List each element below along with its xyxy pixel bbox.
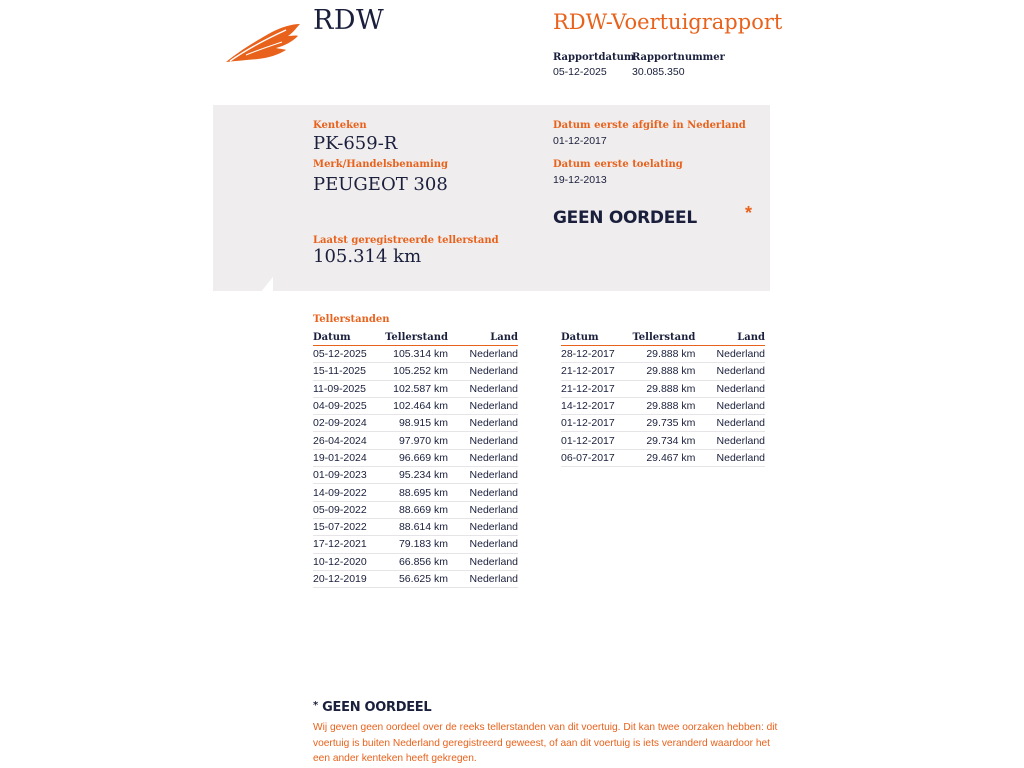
row-country: Nederland: [695, 380, 765, 397]
row-date: 15-11-2025: [313, 363, 383, 380]
row-reading: 88.669 km: [383, 501, 448, 518]
row-country: Nederland: [448, 484, 518, 501]
table-row: [313, 432, 518, 449]
table-row: [561, 397, 765, 414]
rdw-feather-logo-icon: [224, 20, 304, 66]
table-row: [313, 518, 518, 535]
col-reading: Tellerstand: [383, 330, 448, 346]
row-country: Nederland: [695, 415, 765, 432]
table-row: [561, 363, 765, 380]
verdict-asterisk: *: [745, 203, 753, 223]
row-country: Nederland: [448, 363, 518, 380]
row-reading: 29.467 km: [630, 449, 695, 466]
row-reading: 29.888 km: [630, 397, 695, 414]
row-reading: 97.970 km: [383, 432, 448, 449]
row-country: Nederland: [695, 432, 765, 449]
row-date: 05-09-2022: [313, 501, 383, 518]
table-row: [313, 467, 518, 484]
row-country: Nederland: [448, 553, 518, 570]
row-reading: 56.625 km: [383, 570, 448, 587]
report-number: 30.085.350: [632, 66, 685, 78]
row-date: 17-12-2021: [313, 536, 383, 553]
col-reading: Tellerstand: [630, 330, 695, 346]
row-country: Nederland: [448, 570, 518, 587]
brand-name: RDW: [313, 5, 385, 36]
row-country: Nederland: [695, 449, 765, 466]
row-country: Nederland: [695, 346, 765, 363]
row-reading: 29.735 km: [630, 415, 695, 432]
row-date: 11-09-2025: [313, 380, 383, 397]
row-country: Nederland: [448, 467, 518, 484]
table-row: [313, 484, 518, 501]
table-row: [313, 536, 518, 553]
row-reading: 79.183 km: [383, 536, 448, 553]
first-admission-value: 19-12-2013: [553, 174, 607, 186]
report-date-label: Rapportdatum: [553, 52, 635, 63]
table-row: [313, 553, 518, 570]
table-row: [561, 415, 765, 432]
footnote-text: Wij geven geen oordeel over de reeks tellerstanden van dit voertuig. Dit kan twee oorzaken hebben: dit voertuig is buiten Nederland geregistreerd geweest, of aan dit voertuig is iets veranderd waardoor het een ander kenteken heeft gekregen.: [313, 722, 778, 764]
row-country: Nederland: [448, 415, 518, 432]
plate-value: PK-659-R: [313, 133, 398, 154]
row-date: 21-12-2017: [561, 363, 630, 380]
table-row: [313, 570, 518, 587]
report-number-label: Rapportnummer: [632, 52, 725, 63]
row-date: 06-07-2017: [561, 449, 630, 466]
row-country: Nederland: [448, 536, 518, 553]
row-reading: 29.888 km: [630, 346, 695, 363]
row-country: Nederland: [448, 518, 518, 535]
col-date: Datum: [313, 330, 383, 346]
vehicle-summary-panel: [213, 105, 770, 291]
footnote-title: [313, 700, 431, 715]
row-reading: 98.915 km: [383, 415, 448, 432]
row-reading: 105.314 km: [383, 346, 448, 363]
row-country: Nederland: [448, 397, 518, 414]
table-row: [561, 449, 765, 466]
first-nl-value: 01-12-2017: [553, 135, 607, 147]
row-date: 02-09-2024: [313, 415, 383, 432]
row-date: 26-04-2024: [313, 432, 383, 449]
row-reading: 29.734 km: [630, 432, 695, 449]
row-reading: 66.856 km: [383, 553, 448, 570]
make-value: PEUGEOT 308: [313, 174, 448, 195]
footnote-asterisk: *: [313, 700, 318, 711]
verdict: GEEN OORDEEL: [553, 208, 697, 228]
odometer-section-title: Tellerstanden: [313, 314, 390, 325]
row-date: 15-07-2022: [313, 518, 383, 535]
row-reading: 29.888 km: [630, 380, 695, 397]
table-row: [313, 346, 518, 363]
row-date: 28-12-2017: [561, 346, 630, 363]
plate-label: Kenteken: [313, 120, 367, 131]
report-date: 05-12-2025: [553, 66, 607, 78]
row-reading: 29.888 km: [630, 363, 695, 380]
row-date: 14-09-2022: [313, 484, 383, 501]
footnote-title-text: GEEN OORDEEL: [322, 700, 432, 715]
table-row: [313, 380, 518, 397]
col-country: Land: [448, 330, 518, 346]
odometer-table-left: [313, 330, 518, 588]
row-date: 05-12-2025: [313, 346, 383, 363]
row-reading: 88.614 km: [383, 518, 448, 535]
row-date: 01-09-2023: [313, 467, 383, 484]
row-date: 20-12-2019: [313, 570, 383, 587]
row-reading: 96.669 km: [383, 449, 448, 466]
row-date: 21-12-2017: [561, 380, 630, 397]
table-row: [561, 380, 765, 397]
row-country: Nederland: [448, 346, 518, 363]
table-row: [313, 397, 518, 414]
row-date: 04-09-2025: [313, 397, 383, 414]
table-row: [561, 346, 765, 363]
col-date: Datum: [561, 330, 630, 346]
row-reading: 95.234 km: [383, 467, 448, 484]
odometer-label: Laatst geregistreerde tellerstand: [313, 235, 499, 246]
row-country: Nederland: [448, 449, 518, 466]
first-admission-label: Datum eerste toelating: [553, 159, 683, 170]
row-date: 01-12-2017: [561, 415, 630, 432]
row-reading: 102.587 km: [383, 380, 448, 397]
panel-corner-cut: [213, 277, 273, 292]
table-row: [313, 363, 518, 380]
first-nl-label: Datum eerste afgifte in Nederland: [553, 120, 746, 131]
row-date: 10-12-2020: [313, 553, 383, 570]
row-date: 14-12-2017: [561, 397, 630, 414]
row-country: Nederland: [448, 380, 518, 397]
row-country: Nederland: [695, 363, 765, 380]
table-row: [313, 501, 518, 518]
row-reading: 102.464 km: [383, 397, 448, 414]
row-reading: 88.695 km: [383, 484, 448, 501]
odometer-table-right: [561, 330, 765, 467]
report-title: RDW-Voertuigrapport: [553, 10, 783, 34]
table-row: [313, 415, 518, 432]
col-country: Land: [695, 330, 765, 346]
table-row: [313, 449, 518, 466]
odometer-value: 105.314 km: [313, 246, 422, 267]
row-reading: 105.252 km: [383, 363, 448, 380]
row-country: Nederland: [448, 432, 518, 449]
table-row: [561, 432, 765, 449]
row-country: Nederland: [448, 501, 518, 518]
row-country: Nederland: [695, 397, 765, 414]
row-date: 19-01-2024: [313, 449, 383, 466]
make-label: Merk/Handelsbenaming: [313, 159, 449, 170]
row-date: 01-12-2017: [561, 432, 630, 449]
